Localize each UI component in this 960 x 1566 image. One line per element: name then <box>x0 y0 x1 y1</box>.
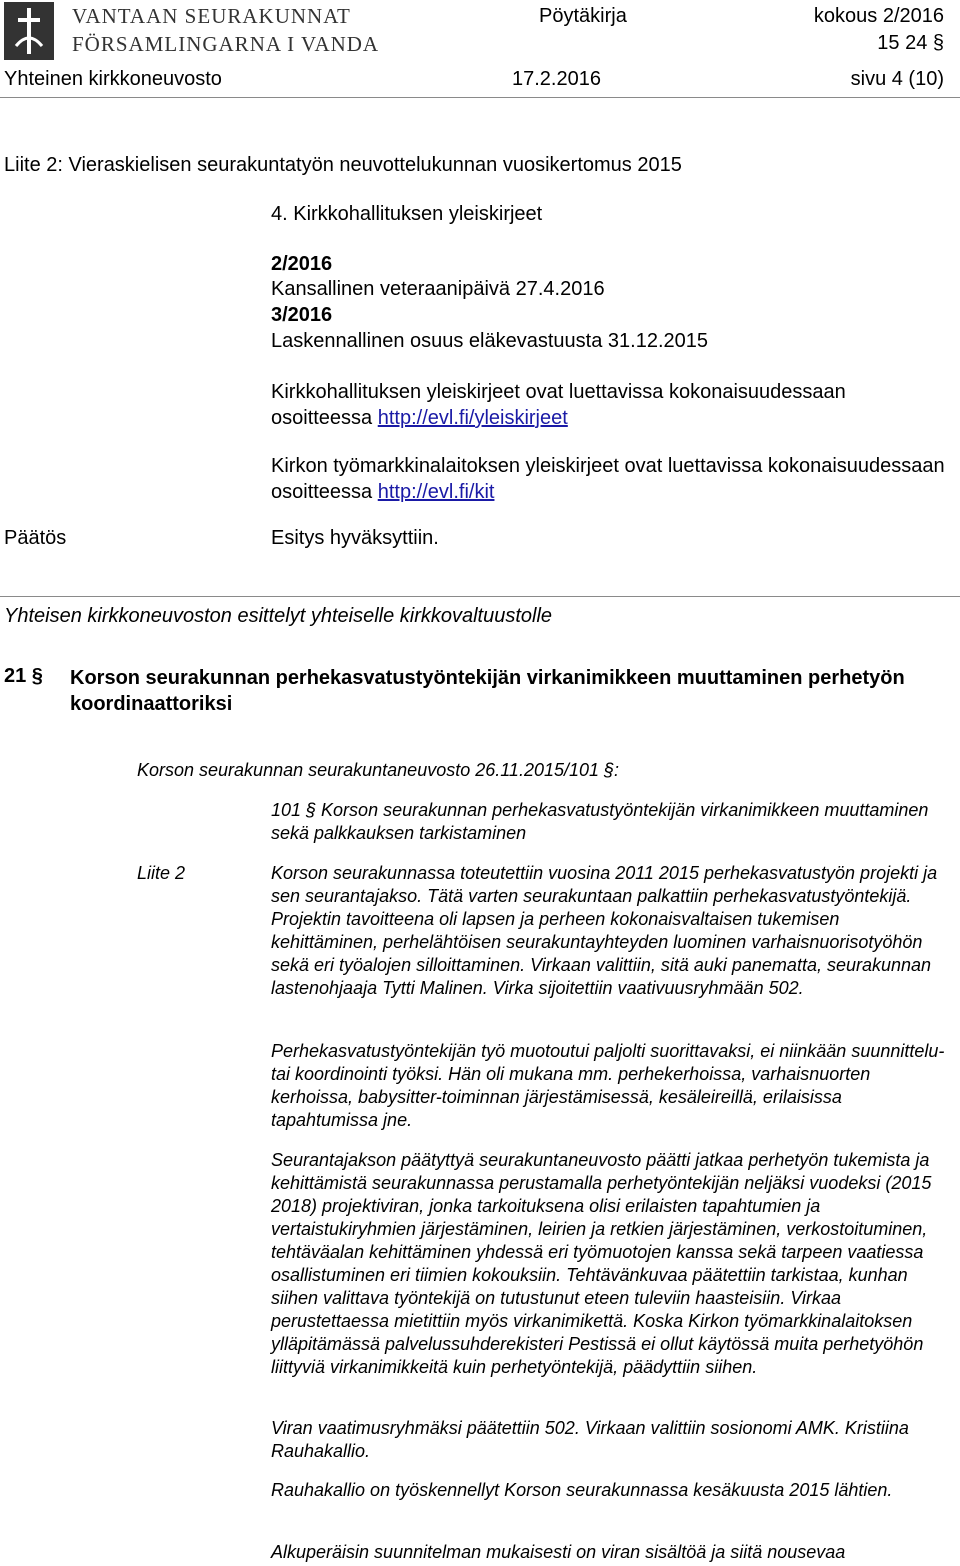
paragraph-6: Alkuperäisin suunnitelman mukaisesti on viran sisältöä ja siitä nousevaa <box>271 1542 846 1562</box>
item-number: 21 § <box>4 665 43 687</box>
paragraph-3: Seurantajakson päätyttyä seurakuntaneuvosto päätti jatkaa perhetyön tukemista ja kehittämistä seurakunnassa perustamalla perhetyöntekijän neljäksi vuodeksi (2015 2018) projektiviran, jonka tarkoituksena olisi erilaisten tapahtumien ja vertaistukiryhmien järjestäminen, leirien ja retkien järjestäminen, verkostoituminen, tehtäväalan kehittäminen yhdessä eri työmuotojen kanssa sekä tarpeen vaatiessa osallistuminen eri tiimien kokouksiin. Tehtävänkuvaa päätettiin tarkistaa, kunhan siihen valittava työntekijä on tutustunut eteen tuleviin haasteisiin. Virkaa perustettaessa mietittiin myös virkanimikettä. Koska Kirkon työmarkkinalaitoksen ylläpitämässä palvelussuhderekisteri Pestissä ei ollut käytössä muita perhetyöhön liittyviä virkanimikkeitä kuin perhetyöntekijä, päädyttiin siihen. <box>271 1150 932 1377</box>
section-divider <box>0 596 960 597</box>
letters-paragraph <box>271 379 951 431</box>
paragraph-2: Perhekasvatustyöntekijän työ muotoutui paljolti suorittavaksi, ei niinkään suunnittelu-tai koordinointi työksi. Hän oli mukana mm. perhekerhoissa, varhaisnuorten kerhoissa, babysitter-toiminnan järjestämisessä, kesäleireillä, erilaisissa tapahtumissa jne. <box>271 1041 945 1130</box>
section-heading: 4. Kirkkohallituksen yleiskirjeet <box>271 203 543 225</box>
header-divider <box>0 97 960 98</box>
yleiskirjeet-link[interactable]: http://evl.fi/yleiskirjeet <box>377 407 568 429</box>
organ-name: Yhteinen kirkkoneuvosto <box>4 68 222 90</box>
paragraph-5: Rauhakallio on työskennellyt Korson seurakunnassa kesäkuusta 2015 lähtien. <box>271 1480 893 1500</box>
attachment-title: Liite 2: Vieraskielisen seurakuntatyön neuvottelukunnan vuosikertomus 2015 <box>4 154 682 176</box>
paragraph-4: Viran vaatimusryhmäksi päätettiin 502. Virkaan valittiin sosionomi AMK. Kristiina Rauhakallio. <box>271 1418 909 1461</box>
logo-line1: VANTAAN SEURAKUNNAT <box>72 4 351 28</box>
paragraph-1: Korson seurakunnassa toteutettiin vuosina 2011 2015 perhekasvatustyön projekti ja sen seurantajakso. Tätä varten seurakuntaan palkattiin perhekasvatustyöntekijä. Projektin tavoitteena oli lapsen ja perheen kokonaisvaltaisen tukemisen kehittäminen, perhelähtöisen seurakuntayhteyden luominen varhaisnuorisotyöhön sekä eri työalojen silloittaminen. Virkaan valittiin, sitä auki panematta, seurakunnan lastenohjaaja Tytti Malinen. Virka sijoitettiin vaativuusryhmään 502. <box>271 863 938 998</box>
presentation-heading: Yhteisen kirkkoneuvoston esittelyt yhteiselle kirkkovaltuustolle <box>4 605 553 627</box>
meeting-date: 17.2.2016 <box>512 68 601 90</box>
decision-text: Esitys hyväksyttiin. <box>271 527 439 549</box>
letter-number: 3/2016 <box>271 304 333 326</box>
kit-paragraph <box>271 453 951 505</box>
letters-text: Kirkkohallituksen yleiskirjeet ovat luettavissa kokonaisuudessaan osoitteessa <box>271 381 846 429</box>
logo-line2: FÖRSAMLINGARNA I VANDA <box>72 32 380 56</box>
letter-title: Laskennallinen osuus eläkevastuusta 31.12.2015 <box>271 330 708 352</box>
letter-number: 2/2016 <box>271 253 333 275</box>
doc-type: Pöytäkirja <box>539 5 627 27</box>
decision-label: Päätös <box>4 527 67 549</box>
church-logo-icon <box>4 2 54 60</box>
letter-title: Kansallinen veteraanipäivä 27.4.2016 <box>271 278 605 300</box>
source-reference: Korson seurakunnan seurakuntaneuvosto 26.11.2015/101 §: <box>137 760 620 780</box>
section-range: 15 24 § <box>877 32 944 54</box>
item-title: Korson seurakunnan perhekasvatustyöntekijän virkanimikkeen muuttaminen perhetyön koordinaattoriksi <box>70 667 905 715</box>
sub-heading: 101 § Korson seurakunnan perhekasvatustyöntekijän virkanimikkeen muuttaminen sekä palkkauksen tarkistaminen <box>271 800 929 843</box>
kit-text: Kirkon työmarkkinalaitoksen yleiskirjeet ovat luettavissa kokonaisuudessaan osoitteessa <box>271 455 945 503</box>
attachment-label: Liite 2 <box>137 863 186 883</box>
page-number: sivu 4 (10) <box>850 68 944 90</box>
meeting-number: kokous 2/2016 <box>813 5 944 27</box>
kit-link[interactable]: http://evl.fi/kit <box>377 481 495 503</box>
